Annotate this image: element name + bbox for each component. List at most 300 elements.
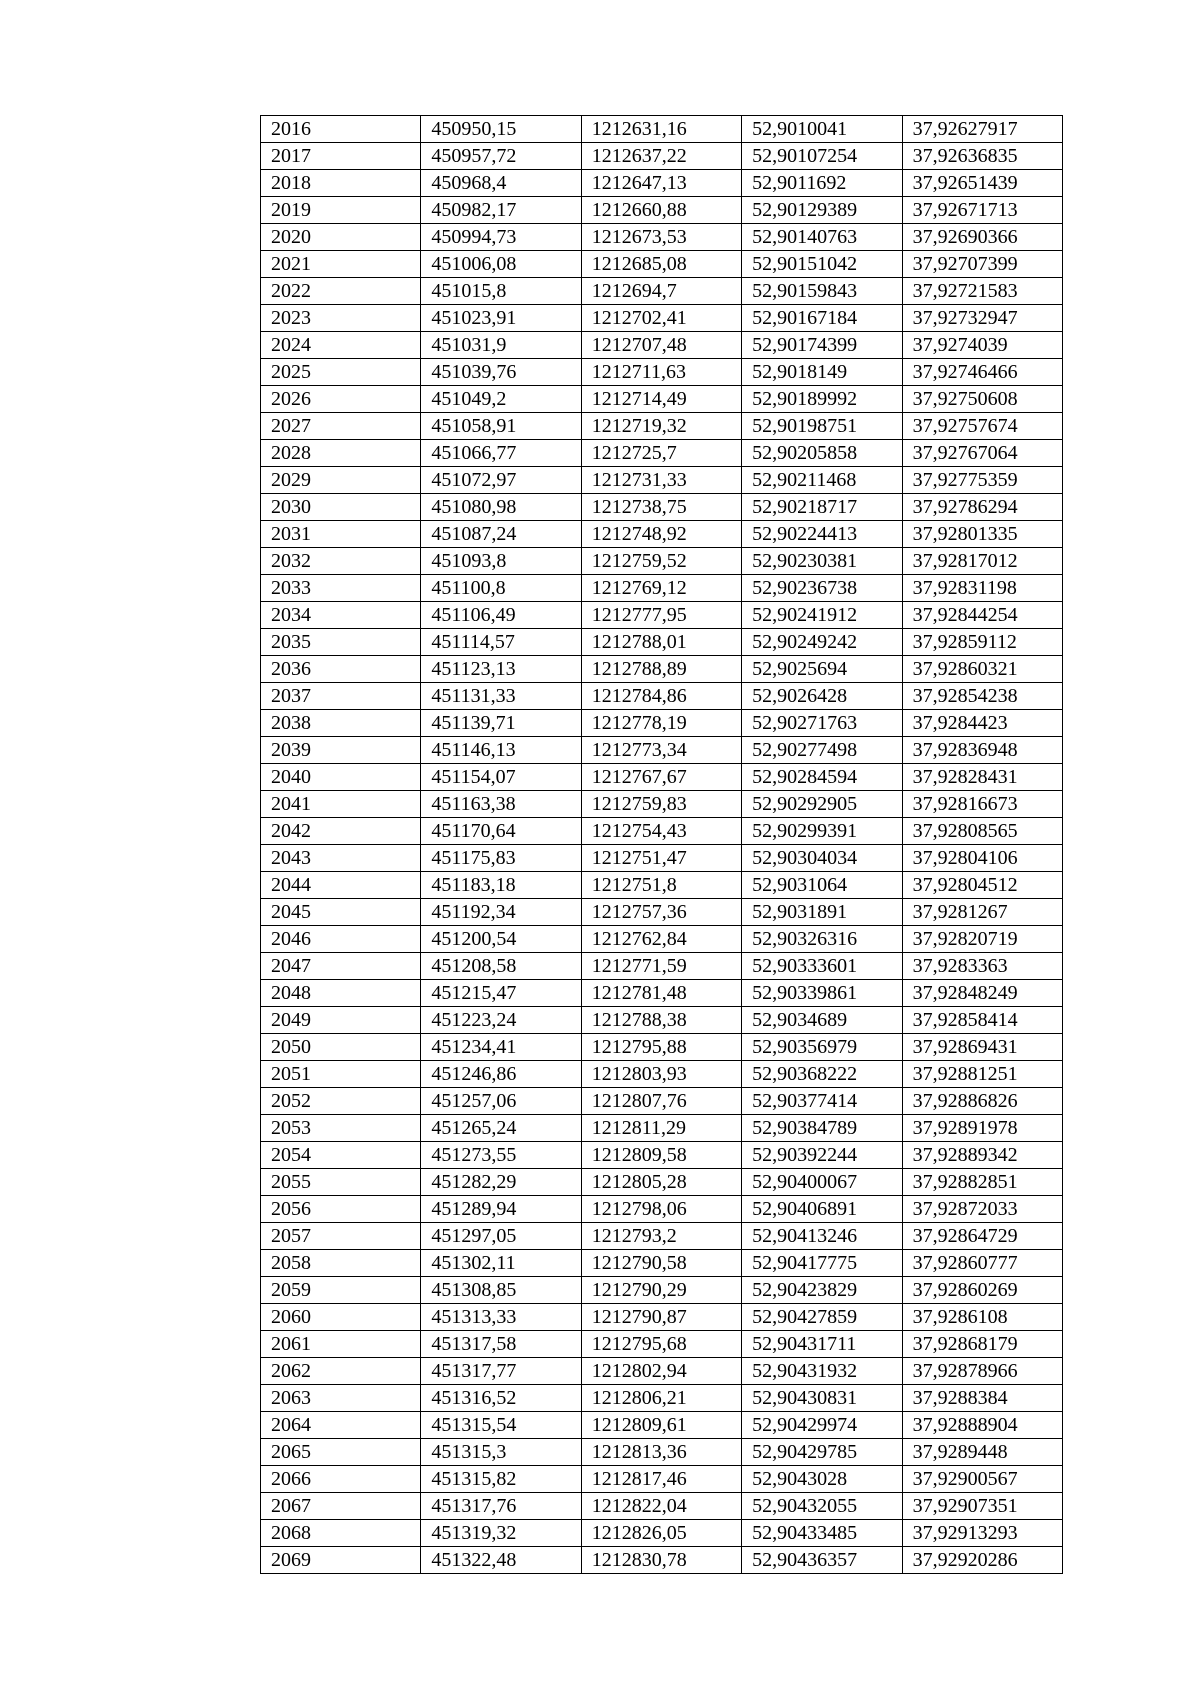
latitude-cell: 52,9018149 xyxy=(742,359,902,386)
point-number-cell: 2040 xyxy=(261,764,421,791)
latitude-cell: 52,90151042 xyxy=(742,251,902,278)
longitude-cell: 37,92786294 xyxy=(902,494,1062,521)
longitude-cell: 37,92808565 xyxy=(902,818,1062,845)
point-number-cell: 2064 xyxy=(261,1412,421,1439)
longitude-cell: 37,92913293 xyxy=(902,1520,1062,1547)
x-coordinate-cell: 451072,97 xyxy=(421,467,581,494)
y-coordinate-cell: 1212777,95 xyxy=(581,602,741,629)
table-row xyxy=(261,629,1063,656)
y-coordinate-cell: 1212809,61 xyxy=(581,1412,741,1439)
x-coordinate-cell: 450994,73 xyxy=(421,224,581,251)
longitude-cell: 37,92859112 xyxy=(902,629,1062,656)
table-row xyxy=(261,1142,1063,1169)
y-coordinate-cell: 1212767,67 xyxy=(581,764,741,791)
latitude-cell: 52,90174399 xyxy=(742,332,902,359)
y-coordinate-cell: 1212685,08 xyxy=(581,251,741,278)
y-coordinate-cell: 1212769,12 xyxy=(581,575,741,602)
longitude-cell: 37,92844254 xyxy=(902,602,1062,629)
latitude-cell: 52,9031891 xyxy=(742,899,902,926)
table-row xyxy=(261,845,1063,872)
latitude-cell: 52,90159843 xyxy=(742,278,902,305)
x-coordinate-cell: 451308,85 xyxy=(421,1277,581,1304)
x-coordinate-cell: 451087,24 xyxy=(421,521,581,548)
y-coordinate-cell: 1212771,59 xyxy=(581,953,741,980)
latitude-cell: 52,90429974 xyxy=(742,1412,902,1439)
table-row xyxy=(261,1169,1063,1196)
table-row xyxy=(261,197,1063,224)
latitude-cell: 52,9043028 xyxy=(742,1466,902,1493)
latitude-cell: 52,90417775 xyxy=(742,1250,902,1277)
longitude-cell: 37,9281267 xyxy=(902,899,1062,926)
point-number-cell: 2031 xyxy=(261,521,421,548)
x-coordinate-cell: 451315,3 xyxy=(421,1439,581,1466)
y-coordinate-cell: 1212714,49 xyxy=(581,386,741,413)
latitude-cell: 52,90430831 xyxy=(742,1385,902,1412)
x-coordinate-cell: 451208,58 xyxy=(421,953,581,980)
x-coordinate-cell: 451183,18 xyxy=(421,872,581,899)
x-coordinate-cell: 451106,49 xyxy=(421,602,581,629)
latitude-cell: 52,90304034 xyxy=(742,845,902,872)
x-coordinate-cell: 451257,06 xyxy=(421,1088,581,1115)
y-coordinate-cell: 1212773,34 xyxy=(581,737,741,764)
x-coordinate-cell: 450950,15 xyxy=(421,116,581,143)
point-number-cell: 2053 xyxy=(261,1115,421,1142)
table-row xyxy=(261,278,1063,305)
x-coordinate-cell: 451282,29 xyxy=(421,1169,581,1196)
longitude-cell: 37,92820719 xyxy=(902,926,1062,953)
point-number-cell: 2020 xyxy=(261,224,421,251)
table-row xyxy=(261,953,1063,980)
table-row xyxy=(261,359,1063,386)
table-row xyxy=(261,1061,1063,1088)
longitude-cell: 37,92767064 xyxy=(902,440,1062,467)
longitude-cell: 37,9283363 xyxy=(902,953,1062,980)
x-coordinate-cell: 451223,24 xyxy=(421,1007,581,1034)
table-row xyxy=(261,440,1063,467)
longitude-cell: 37,92882851 xyxy=(902,1169,1062,1196)
latitude-cell: 52,90431711 xyxy=(742,1331,902,1358)
table-row xyxy=(261,305,1063,332)
table-row xyxy=(261,1196,1063,1223)
longitude-cell: 37,9288384 xyxy=(902,1385,1062,1412)
y-coordinate-cell: 1212711,63 xyxy=(581,359,741,386)
x-coordinate-cell: 451273,55 xyxy=(421,1142,581,1169)
table-row xyxy=(261,386,1063,413)
x-coordinate-cell: 451315,54 xyxy=(421,1412,581,1439)
longitude-cell: 37,92891978 xyxy=(902,1115,1062,1142)
point-number-cell: 2058 xyxy=(261,1250,421,1277)
longitude-cell: 37,92860777 xyxy=(902,1250,1062,1277)
x-coordinate-cell: 451093,8 xyxy=(421,548,581,575)
longitude-cell: 37,92690366 xyxy=(902,224,1062,251)
table-row xyxy=(261,926,1063,953)
x-coordinate-cell: 451058,91 xyxy=(421,413,581,440)
x-coordinate-cell: 451319,32 xyxy=(421,1520,581,1547)
x-coordinate-cell: 451289,94 xyxy=(421,1196,581,1223)
point-number-cell: 2018 xyxy=(261,170,421,197)
point-number-cell: 2069 xyxy=(261,1547,421,1574)
longitude-cell: 37,92671713 xyxy=(902,197,1062,224)
y-coordinate-cell: 1212784,86 xyxy=(581,683,741,710)
x-coordinate-cell: 451146,13 xyxy=(421,737,581,764)
x-coordinate-cell: 451322,48 xyxy=(421,1547,581,1574)
table-row xyxy=(261,1493,1063,1520)
latitude-cell: 52,90326316 xyxy=(742,926,902,953)
x-coordinate-cell: 451200,54 xyxy=(421,926,581,953)
point-number-cell: 2048 xyxy=(261,980,421,1007)
point-number-cell: 2032 xyxy=(261,548,421,575)
y-coordinate-cell: 1212813,36 xyxy=(581,1439,741,1466)
longitude-cell: 37,92775359 xyxy=(902,467,1062,494)
point-number-cell: 2016 xyxy=(261,116,421,143)
x-coordinate-cell: 451317,58 xyxy=(421,1331,581,1358)
x-coordinate-cell: 451175,83 xyxy=(421,845,581,872)
table-row xyxy=(261,683,1063,710)
latitude-cell: 52,9010041 xyxy=(742,116,902,143)
table-row xyxy=(261,1466,1063,1493)
point-number-cell: 2045 xyxy=(261,899,421,926)
table-row xyxy=(261,1520,1063,1547)
y-coordinate-cell: 1212673,53 xyxy=(581,224,741,251)
latitude-cell: 52,90299391 xyxy=(742,818,902,845)
y-coordinate-cell: 1212807,76 xyxy=(581,1088,741,1115)
latitude-cell: 52,9011692 xyxy=(742,170,902,197)
point-number-cell: 2038 xyxy=(261,710,421,737)
x-coordinate-cell: 451131,33 xyxy=(421,683,581,710)
y-coordinate-cell: 1212707,48 xyxy=(581,332,741,359)
point-number-cell: 2037 xyxy=(261,683,421,710)
longitude-cell: 37,92721583 xyxy=(902,278,1062,305)
y-coordinate-cell: 1212754,43 xyxy=(581,818,741,845)
longitude-cell: 37,92869431 xyxy=(902,1034,1062,1061)
latitude-cell: 52,90167184 xyxy=(742,305,902,332)
latitude-cell: 52,90140763 xyxy=(742,224,902,251)
y-coordinate-cell: 1212790,58 xyxy=(581,1250,741,1277)
latitude-cell: 52,90129389 xyxy=(742,197,902,224)
table-row xyxy=(261,170,1063,197)
longitude-cell: 37,92828431 xyxy=(902,764,1062,791)
point-number-cell: 2065 xyxy=(261,1439,421,1466)
latitude-cell: 52,90431932 xyxy=(742,1358,902,1385)
table-row xyxy=(261,116,1063,143)
latitude-cell: 52,90107254 xyxy=(742,143,902,170)
latitude-cell: 52,90339861 xyxy=(742,980,902,1007)
y-coordinate-cell: 1212811,29 xyxy=(581,1115,741,1142)
x-coordinate-cell: 451170,64 xyxy=(421,818,581,845)
table-row xyxy=(261,737,1063,764)
longitude-cell: 37,92872033 xyxy=(902,1196,1062,1223)
table-row xyxy=(261,656,1063,683)
y-coordinate-cell: 1212805,28 xyxy=(581,1169,741,1196)
longitude-cell: 37,92868179 xyxy=(902,1331,1062,1358)
y-coordinate-cell: 1212751,8 xyxy=(581,872,741,899)
latitude-cell: 52,90271763 xyxy=(742,710,902,737)
point-number-cell: 2035 xyxy=(261,629,421,656)
x-coordinate-cell: 451114,57 xyxy=(421,629,581,656)
latitude-cell: 52,90230381 xyxy=(742,548,902,575)
table-row xyxy=(261,413,1063,440)
longitude-cell: 37,92804106 xyxy=(902,845,1062,872)
latitude-cell: 52,90427859 xyxy=(742,1304,902,1331)
point-number-cell: 2062 xyxy=(261,1358,421,1385)
longitude-cell: 37,92854238 xyxy=(902,683,1062,710)
x-coordinate-cell: 451066,77 xyxy=(421,440,581,467)
table-row xyxy=(261,494,1063,521)
longitude-cell: 37,92732947 xyxy=(902,305,1062,332)
longitude-cell: 37,92804512 xyxy=(902,872,1062,899)
table-row xyxy=(261,764,1063,791)
y-coordinate-cell: 1212731,33 xyxy=(581,467,741,494)
table-row xyxy=(261,251,1063,278)
y-coordinate-cell: 1212719,32 xyxy=(581,413,741,440)
longitude-cell: 37,92886826 xyxy=(902,1088,1062,1115)
y-coordinate-cell: 1212795,88 xyxy=(581,1034,741,1061)
point-number-cell: 2027 xyxy=(261,413,421,440)
longitude-cell: 37,92707399 xyxy=(902,251,1062,278)
longitude-cell: 37,92888904 xyxy=(902,1412,1062,1439)
longitude-cell: 37,92816673 xyxy=(902,791,1062,818)
point-number-cell: 2030 xyxy=(261,494,421,521)
longitude-cell: 37,92858414 xyxy=(902,1007,1062,1034)
longitude-cell: 37,92636835 xyxy=(902,143,1062,170)
table-row xyxy=(261,521,1063,548)
latitude-cell: 52,90249242 xyxy=(742,629,902,656)
longitude-cell: 37,9284423 xyxy=(902,710,1062,737)
y-coordinate-cell: 1212702,41 xyxy=(581,305,741,332)
latitude-cell: 52,90218717 xyxy=(742,494,902,521)
longitude-cell: 37,92878966 xyxy=(902,1358,1062,1385)
latitude-cell: 52,90429785 xyxy=(742,1439,902,1466)
point-number-cell: 2057 xyxy=(261,1223,421,1250)
x-coordinate-cell: 451315,82 xyxy=(421,1466,581,1493)
table-row xyxy=(261,1007,1063,1034)
y-coordinate-cell: 1212806,21 xyxy=(581,1385,741,1412)
point-number-cell: 2060 xyxy=(261,1304,421,1331)
y-coordinate-cell: 1212803,93 xyxy=(581,1061,741,1088)
y-coordinate-cell: 1212790,29 xyxy=(581,1277,741,1304)
point-number-cell: 2028 xyxy=(261,440,421,467)
table-row xyxy=(261,467,1063,494)
latitude-cell: 52,90277498 xyxy=(742,737,902,764)
latitude-cell: 52,90198751 xyxy=(742,413,902,440)
latitude-cell: 52,90432055 xyxy=(742,1493,902,1520)
latitude-cell: 52,90436357 xyxy=(742,1547,902,1574)
latitude-cell: 52,90205858 xyxy=(742,440,902,467)
point-number-cell: 2063 xyxy=(261,1385,421,1412)
y-coordinate-cell: 1212788,38 xyxy=(581,1007,741,1034)
table-row xyxy=(261,1547,1063,1574)
x-coordinate-cell: 451006,08 xyxy=(421,251,581,278)
coordinates-table xyxy=(260,115,1063,1574)
latitude-cell: 52,9034689 xyxy=(742,1007,902,1034)
point-number-cell: 2054 xyxy=(261,1142,421,1169)
latitude-cell: 52,9026428 xyxy=(742,683,902,710)
x-coordinate-cell: 451297,05 xyxy=(421,1223,581,1250)
longitude-cell: 37,92860269 xyxy=(902,1277,1062,1304)
x-coordinate-cell: 451234,41 xyxy=(421,1034,581,1061)
x-coordinate-cell: 451246,86 xyxy=(421,1061,581,1088)
y-coordinate-cell: 1212788,89 xyxy=(581,656,741,683)
y-coordinate-cell: 1212809,58 xyxy=(581,1142,741,1169)
y-coordinate-cell: 1212790,87 xyxy=(581,1304,741,1331)
point-number-cell: 2036 xyxy=(261,656,421,683)
y-coordinate-cell: 1212725,7 xyxy=(581,440,741,467)
longitude-cell: 37,92860321 xyxy=(902,656,1062,683)
latitude-cell: 52,90189992 xyxy=(742,386,902,413)
y-coordinate-cell: 1212738,75 xyxy=(581,494,741,521)
point-number-cell: 2024 xyxy=(261,332,421,359)
x-coordinate-cell: 451302,11 xyxy=(421,1250,581,1277)
point-number-cell: 2022 xyxy=(261,278,421,305)
latitude-cell: 52,9025694 xyxy=(742,656,902,683)
x-coordinate-cell: 451100,8 xyxy=(421,575,581,602)
table-row xyxy=(261,1088,1063,1115)
table-row xyxy=(261,818,1063,845)
point-number-cell: 2050 xyxy=(261,1034,421,1061)
table-row xyxy=(261,1304,1063,1331)
table-row xyxy=(261,332,1063,359)
y-coordinate-cell: 1212826,05 xyxy=(581,1520,741,1547)
y-coordinate-cell: 1212631,16 xyxy=(581,116,741,143)
point-number-cell: 2017 xyxy=(261,143,421,170)
table-row xyxy=(261,1034,1063,1061)
latitude-cell: 52,9031064 xyxy=(742,872,902,899)
latitude-cell: 52,90384789 xyxy=(742,1115,902,1142)
longitude-cell: 37,92836948 xyxy=(902,737,1062,764)
latitude-cell: 52,90392244 xyxy=(742,1142,902,1169)
latitude-cell: 52,90284594 xyxy=(742,764,902,791)
table-row xyxy=(261,224,1063,251)
x-coordinate-cell: 451049,2 xyxy=(421,386,581,413)
y-coordinate-cell: 1212798,06 xyxy=(581,1196,741,1223)
table-row xyxy=(261,1277,1063,1304)
y-coordinate-cell: 1212757,36 xyxy=(581,899,741,926)
table-row xyxy=(261,791,1063,818)
y-coordinate-cell: 1212762,84 xyxy=(581,926,741,953)
y-coordinate-cell: 1212781,48 xyxy=(581,980,741,1007)
point-number-cell: 2067 xyxy=(261,1493,421,1520)
latitude-cell: 52,90400067 xyxy=(742,1169,902,1196)
table-row xyxy=(261,602,1063,629)
table-row xyxy=(261,1115,1063,1142)
point-number-cell: 2042 xyxy=(261,818,421,845)
y-coordinate-cell: 1212778,19 xyxy=(581,710,741,737)
point-number-cell: 2021 xyxy=(261,251,421,278)
point-number-cell: 2047 xyxy=(261,953,421,980)
x-coordinate-cell: 450982,17 xyxy=(421,197,581,224)
y-coordinate-cell: 1212795,68 xyxy=(581,1331,741,1358)
x-coordinate-cell: 451313,33 xyxy=(421,1304,581,1331)
y-coordinate-cell: 1212694,7 xyxy=(581,278,741,305)
table-row xyxy=(261,710,1063,737)
point-number-cell: 2061 xyxy=(261,1331,421,1358)
point-number-cell: 2039 xyxy=(261,737,421,764)
x-coordinate-cell: 451163,38 xyxy=(421,791,581,818)
longitude-cell: 37,92750608 xyxy=(902,386,1062,413)
longitude-cell: 37,92889342 xyxy=(902,1142,1062,1169)
longitude-cell: 37,92900567 xyxy=(902,1466,1062,1493)
x-coordinate-cell: 451031,9 xyxy=(421,332,581,359)
longitude-cell: 37,92651439 xyxy=(902,170,1062,197)
point-number-cell: 2043 xyxy=(261,845,421,872)
y-coordinate-cell: 1212647,13 xyxy=(581,170,741,197)
point-number-cell: 2052 xyxy=(261,1088,421,1115)
y-coordinate-cell: 1212660,88 xyxy=(581,197,741,224)
table-row xyxy=(261,1385,1063,1412)
y-coordinate-cell: 1212637,22 xyxy=(581,143,741,170)
longitude-cell: 37,92920286 xyxy=(902,1547,1062,1574)
latitude-cell: 52,90333601 xyxy=(742,953,902,980)
point-number-cell: 2029 xyxy=(261,467,421,494)
latitude-cell: 52,90211468 xyxy=(742,467,902,494)
y-coordinate-cell: 1212802,94 xyxy=(581,1358,741,1385)
table-row xyxy=(261,1358,1063,1385)
table-row xyxy=(261,980,1063,1007)
longitude-cell: 37,9286108 xyxy=(902,1304,1062,1331)
y-coordinate-cell: 1212817,46 xyxy=(581,1466,741,1493)
latitude-cell: 52,90406891 xyxy=(742,1196,902,1223)
longitude-cell: 37,9274039 xyxy=(902,332,1062,359)
table-row xyxy=(261,1223,1063,1250)
x-coordinate-cell: 451316,52 xyxy=(421,1385,581,1412)
table-row xyxy=(261,143,1063,170)
longitude-cell: 37,92757674 xyxy=(902,413,1062,440)
point-number-cell: 2055 xyxy=(261,1169,421,1196)
latitude-cell: 52,90433485 xyxy=(742,1520,902,1547)
point-number-cell: 2041 xyxy=(261,791,421,818)
point-number-cell: 2019 xyxy=(261,197,421,224)
longitude-cell: 37,92831198 xyxy=(902,575,1062,602)
point-number-cell: 2059 xyxy=(261,1277,421,1304)
x-coordinate-cell: 451215,47 xyxy=(421,980,581,1007)
point-number-cell: 2044 xyxy=(261,872,421,899)
longitude-cell: 37,92801335 xyxy=(902,521,1062,548)
longitude-cell: 37,92848249 xyxy=(902,980,1062,1007)
point-number-cell: 2056 xyxy=(261,1196,421,1223)
point-number-cell: 2026 xyxy=(261,386,421,413)
table-row xyxy=(261,1250,1063,1277)
longitude-cell: 37,92881251 xyxy=(902,1061,1062,1088)
x-coordinate-cell: 451015,8 xyxy=(421,278,581,305)
table-row xyxy=(261,575,1063,602)
latitude-cell: 52,90377414 xyxy=(742,1088,902,1115)
point-number-cell: 2066 xyxy=(261,1466,421,1493)
longitude-cell: 37,92627917 xyxy=(902,116,1062,143)
x-coordinate-cell: 451080,98 xyxy=(421,494,581,521)
latitude-cell: 52,90423829 xyxy=(742,1277,902,1304)
table-row xyxy=(261,1412,1063,1439)
x-coordinate-cell: 450957,72 xyxy=(421,143,581,170)
y-coordinate-cell: 1212759,52 xyxy=(581,548,741,575)
latitude-cell: 52,90241912 xyxy=(742,602,902,629)
point-number-cell: 2033 xyxy=(261,575,421,602)
x-coordinate-cell: 451123,13 xyxy=(421,656,581,683)
latitude-cell: 52,90224413 xyxy=(742,521,902,548)
point-number-cell: 2068 xyxy=(261,1520,421,1547)
table-row xyxy=(261,872,1063,899)
longitude-cell: 37,92864729 xyxy=(902,1223,1062,1250)
y-coordinate-cell: 1212793,2 xyxy=(581,1223,741,1250)
x-coordinate-cell: 451317,77 xyxy=(421,1358,581,1385)
y-coordinate-cell: 1212748,92 xyxy=(581,521,741,548)
x-coordinate-cell: 451192,34 xyxy=(421,899,581,926)
longitude-cell: 37,9289448 xyxy=(902,1439,1062,1466)
point-number-cell: 2034 xyxy=(261,602,421,629)
y-coordinate-cell: 1212822,04 xyxy=(581,1493,741,1520)
table-row xyxy=(261,1439,1063,1466)
point-number-cell: 2023 xyxy=(261,305,421,332)
x-coordinate-cell: 451265,24 xyxy=(421,1115,581,1142)
